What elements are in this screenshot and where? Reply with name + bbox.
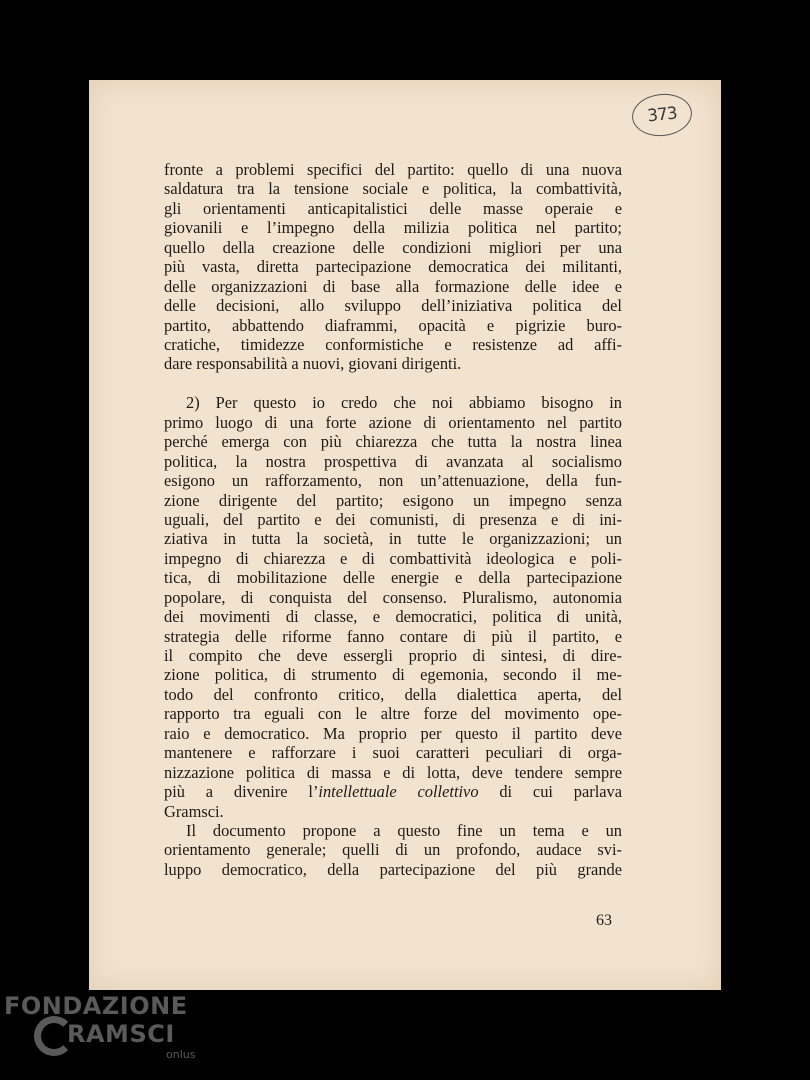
text-line: più vasta, diretta partecipazione democratica dei militanti, (164, 257, 622, 277)
text-line: zione politica, di strumento di egemonia, secondo il me- (164, 665, 622, 685)
text-line: primo luogo di una forte azione di orientamento nel partito (164, 412, 622, 432)
logo-subtitle: onlus (166, 1048, 196, 1061)
text-line: cratiche, timidezze conformistiche e resistenze ad affi- (164, 334, 622, 354)
text-line: il compito che deve essergli proprio di sintesi, di dire- (164, 646, 622, 665)
text-line: delle organizzazioni di base alla formazione delle idee e (164, 276, 622, 296)
text-fragment: più a divenire l’ (164, 782, 319, 802)
text-line: orientamento generale; quelli di un profondo, audace svi- (164, 840, 622, 860)
text-line: impegno di chiarezza e di combattività ideologica e poli- (164, 548, 622, 568)
text-line: 2) Per questo io credo che noi abbiamo bisogno in (186, 393, 622, 413)
text-line: popolare, di conquista del consenso. Pluralismo, autonomia (164, 587, 622, 607)
body-text (164, 160, 622, 879)
text-line: partito, abbattendo diaframmi, opacità e pigrizie buro- (164, 315, 622, 335)
text-line: ziativa in tutta la società, in tutte le organizzazioni; un (164, 529, 622, 549)
text-fragment: di cui parlava (478, 782, 623, 802)
text-line: saldatura tra la tensione sociale e politica, la combattività, (164, 179, 622, 199)
text-line: esigono un rafforzamento, non un’attenuazione, della fun- (164, 471, 622, 491)
text-line-mixed (164, 782, 622, 801)
text-line: uguali, del partito e dei comunisti, di presenza e di ini- (164, 509, 622, 529)
fondazione-gramsci-logo (4, 990, 204, 1080)
text-line: dei movimenti di classe, e democratici, politica di unità, (164, 607, 622, 627)
text-line: dare responsabilità a nuovi, giovani dirigenti. (164, 354, 462, 374)
text-line: raio e democratico. Ma proprio per questo il partito deve (164, 723, 622, 743)
page-number: 63 (596, 912, 612, 929)
text-line: mantenere e rafforzare i suoi caratteri peculiari di orga- (164, 743, 622, 763)
text-line: perché emerga con più chiarezza che tutta la nostra linea (164, 432, 622, 452)
text-line: giovanili e l’impegno della milizia politica nel partito; (164, 218, 622, 238)
logo-text-line1: FONDAZIONE (4, 992, 188, 1020)
archive-number-stamp: 373 (630, 91, 694, 139)
text-line: nizzazione politica di massa e di lotta, deve tendere sempre (164, 762, 622, 782)
text-line: Gramsci. (164, 801, 224, 821)
text-line: delle decisioni, allo sviluppo dell’iniziativa politica del (164, 296, 622, 316)
text-line: politica, la nostra prospettiva di avanzata al socialismo (164, 451, 622, 471)
text-line: strategia delle riforme fanno contare di più il partito, e (164, 626, 622, 646)
text-line: fronte a problemi specifici del partito: quello di una nuova (164, 160, 622, 179)
text-line: Il documento propone a questo fine un tema e un (186, 820, 622, 840)
italic-phrase: intellettuale collettivo (318, 782, 479, 802)
text-line: gli orientamenti anticapitalistici delle masse operaie e (164, 198, 622, 218)
text-line: todo del confronto critico, della dialettica aperta, del (164, 684, 622, 704)
text-line: luppo democratico, della partecipazione del più grande (164, 859, 622, 879)
text-line: quello della creazione delle condizioni migliori per una (164, 237, 622, 257)
text-line: zione dirigente del partito; esigono un impegno senza (164, 490, 622, 510)
text-line: tica, di mobilitazione delle energie e della partecipazione (164, 568, 622, 588)
logo-text-line2: RAMSCI (67, 1020, 175, 1048)
paragraph-gap (164, 374, 622, 394)
text-line: rapporto tra eguali con le altre forze del movimento ope- (164, 704, 622, 724)
